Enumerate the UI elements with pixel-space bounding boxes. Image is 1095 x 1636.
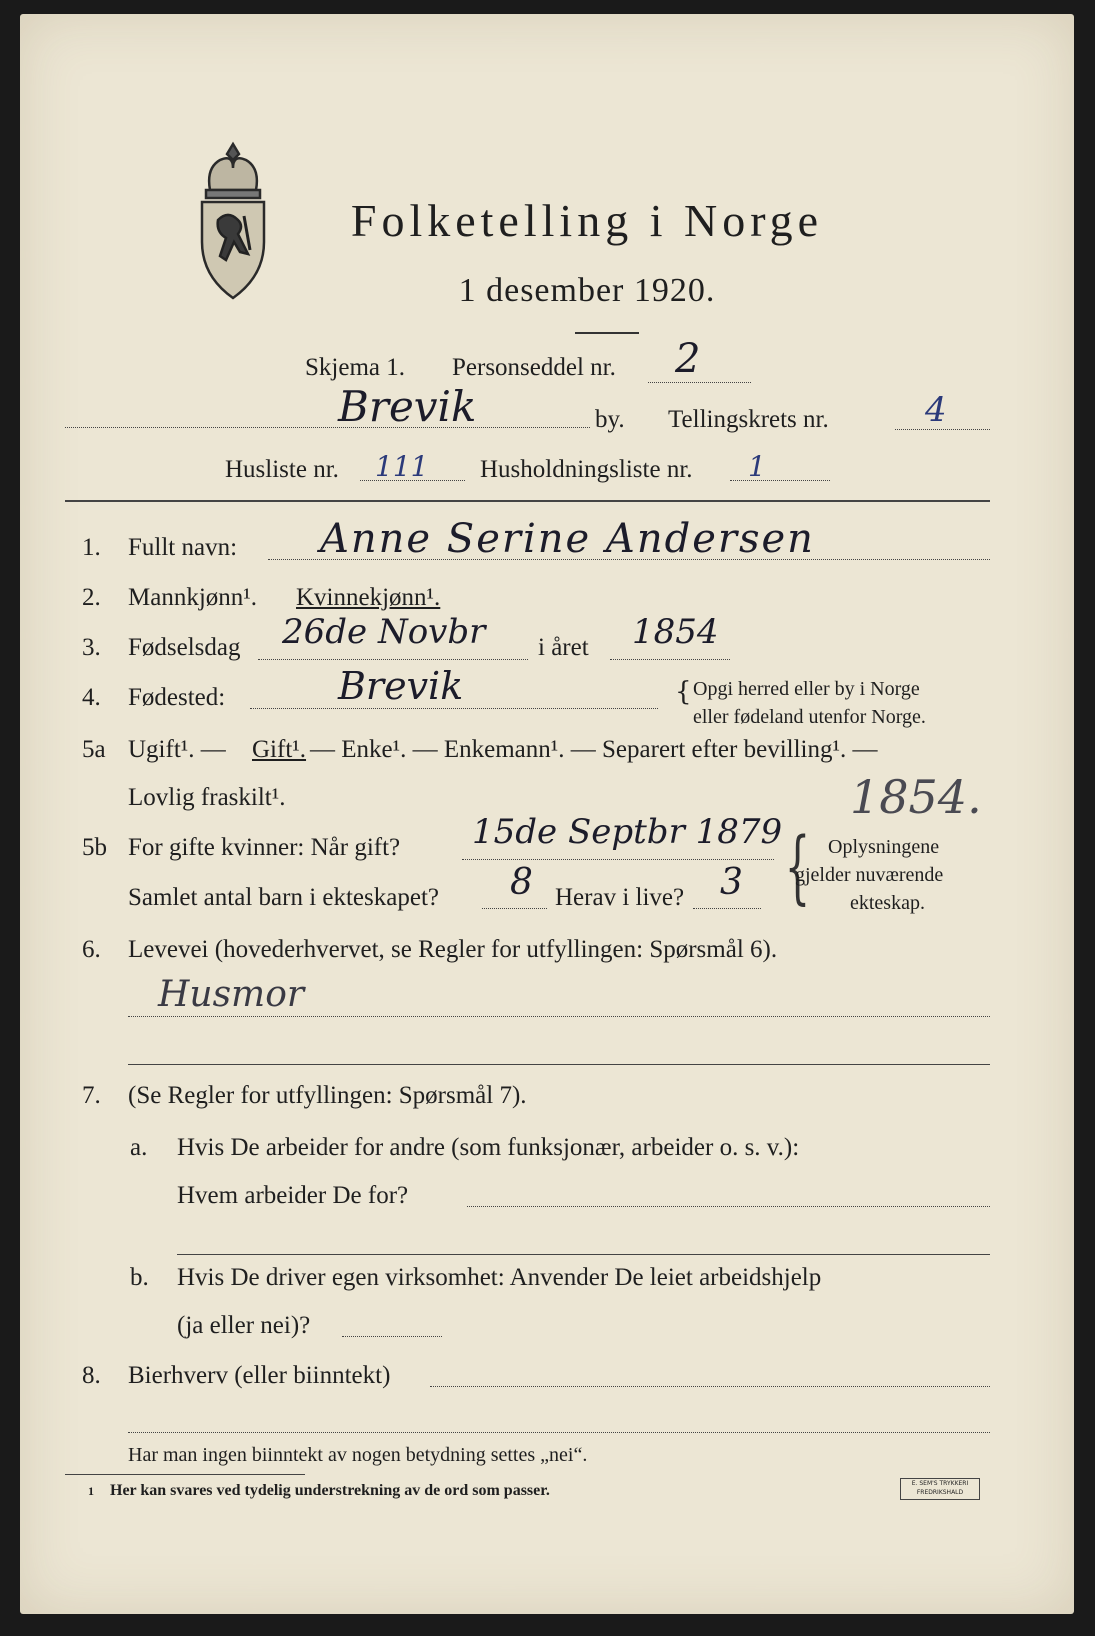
footnote-mark: 1 (88, 1484, 94, 1498)
brace-icon-2: { (784, 820, 811, 913)
tellingskrets-value: 4 (925, 390, 947, 430)
birthday-label: Fødselsdag (128, 634, 241, 661)
gift-option-underlined: Gift¹. (252, 736, 307, 763)
q2-number: 2. (82, 584, 101, 611)
side-income-note: Har man ingen biinntekt av nogen betydning settes „nei“. (128, 1444, 588, 1466)
occupation-line-1 (128, 1016, 990, 1017)
alive-value: 3 (720, 862, 743, 903)
city-line (65, 427, 590, 428)
occupation-line-2 (128, 1064, 990, 1065)
q7b-question: Hvis De driver egen virksomhet: Anvender De leiet arbeidshjelp (177, 1264, 822, 1291)
margin-note-year: 1854. (850, 770, 982, 824)
husholdning-label: Husholdningsliste nr. (480, 456, 693, 483)
header-separator (65, 500, 990, 502)
q7b-letter: b. (130, 1264, 149, 1291)
husliste-value: 111 (375, 450, 429, 483)
q7a-question: Hvis De arbeider for andre (som funksjonær, arbeider o. s. v.): (177, 1134, 800, 1161)
side-income-line-2 (128, 1432, 990, 1433)
children-line (482, 908, 547, 909)
side-income-line (430, 1386, 990, 1387)
female-option-underlined: Kvinnekjønn¹. (296, 584, 441, 611)
footnote-rule (65, 1474, 305, 1475)
husholdning-line (730, 480, 830, 481)
q7b-yes-no-label: (ja eller nei)? (177, 1312, 311, 1339)
year-label: i året (538, 634, 589, 661)
yes-no-line (342, 1336, 442, 1337)
tellingskrets-label: Tellingskrets nr. (668, 406, 829, 433)
census-form-page (20, 14, 1074, 1614)
q3-number: 3. (82, 634, 101, 661)
q7a-letter: a. (130, 1134, 148, 1161)
birthday-line (258, 659, 528, 660)
q7-number: 7. (82, 1082, 101, 1109)
by-label: by. (595, 406, 625, 433)
employer-line-2 (177, 1254, 990, 1255)
q5b-number: 5b (82, 834, 107, 861)
q6-number: 6. (82, 936, 101, 963)
alive-line (693, 908, 761, 909)
personseddel-value: 2 (675, 336, 701, 382)
q8-number: 8. (82, 1362, 101, 1389)
q7-label: (Se Regler for utfyllingen: Spørsmål 7). (128, 1082, 527, 1109)
birthplace-note-1: Opgi herred eller by i Norge (693, 678, 920, 700)
marriage-note-1: Oplysningene (828, 836, 940, 858)
birthplace-label: Fødested: (128, 684, 226, 711)
ugift-option: Ugift¹. — (128, 736, 226, 763)
printer-stamp: E. SEM'S TRYKKERI FREDRIKSHALD (900, 1478, 980, 1500)
lovlig-fraskilt-option: Lovlig fraskilt¹. (128, 784, 286, 811)
personseddel-line (648, 382, 751, 383)
q7a-employer-label: Hvem arbeider De for? (177, 1182, 409, 1209)
alive-label: Herav i live? (555, 884, 685, 911)
marriage-note-3: ekteskap. (850, 892, 925, 914)
city-value: Brevik (338, 382, 477, 431)
husliste-label: Husliste nr. (225, 456, 339, 483)
form-title: Folketelling i Norge (350, 195, 824, 246)
employer-line (467, 1206, 990, 1207)
birthday-value: 26de Novbr (282, 612, 486, 652)
occupation-value: Husmor (158, 974, 305, 1015)
skjema-label: Skjema 1. (305, 354, 405, 381)
q5a-number: 5a (82, 736, 106, 763)
brace-icon: { (675, 677, 692, 707)
children-value: 8 (510, 862, 533, 903)
birthplace-value: Brevik (338, 664, 464, 708)
census-date: 1 desember 1920. (458, 272, 716, 309)
title-divider (575, 332, 639, 334)
q4-number: 4. (82, 684, 101, 711)
q1-number: 1. (82, 534, 101, 561)
when-married-line (462, 859, 774, 860)
personseddel-label: Personseddel nr. (452, 354, 616, 381)
marital-options: — Enke¹. — Enkemann¹. — Separert efter bevilling¹. — (310, 736, 878, 763)
children-label: Samlet antal barn i ekteskapet? (128, 884, 439, 911)
footnote-text: Her kan svares ved tydelig understrekning av de ord som passer. (110, 1482, 550, 1499)
occupation-label: Levevei (hovederhvervet, se Regler for utfyllingen: Spørsmål 6). (128, 936, 778, 963)
full-name-label: Fullt navn: (128, 534, 238, 561)
male-option: Mannkjønn¹. (128, 584, 258, 611)
marriage-note-2: gjelder nuværende (795, 864, 944, 886)
birthplace-line (250, 708, 658, 709)
husholdning-value: 1 (748, 450, 766, 483)
side-income-label: Bierhverv (eller biinntekt) (128, 1362, 391, 1389)
birth-year-value: 1854 (632, 612, 719, 652)
marriage-date-value: 15de Septbr 1879 (472, 812, 783, 852)
when-married-label: For gifte kvinner: Når gift? (128, 834, 401, 861)
year-line (610, 659, 730, 660)
birthplace-note-2: eller fødeland utenfor Norge. (693, 706, 926, 728)
full-name-value: Anne Serine Andersen (320, 516, 815, 562)
